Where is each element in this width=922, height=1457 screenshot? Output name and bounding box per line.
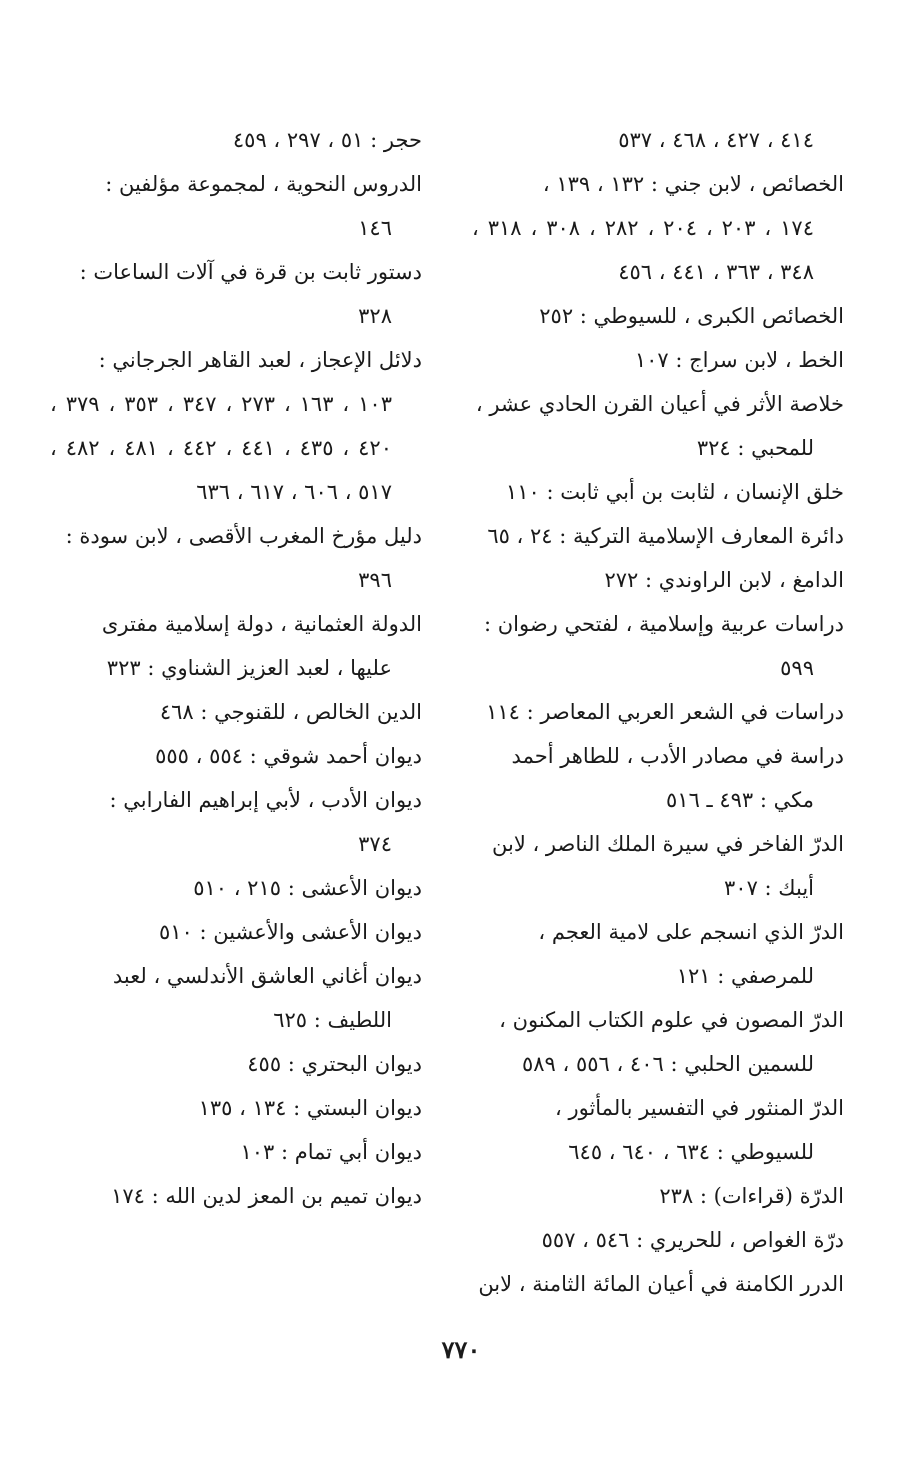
index-entry [50,118,422,162]
index-entry [50,954,422,1042]
index-entry-title: ديوان أبي تمام : ١٠٣ [240,1140,422,1164]
index-entry-pages: ٤١٤ ، ٤٢٧ ، ٤٦٨ ، ٥٣٧ [618,128,814,152]
index-entry-title: الدرّ المصون في علوم الكتاب المكنون ، [499,1008,844,1032]
index-entry [50,162,422,250]
index-entry-title: دراسة في مصادر الأدب ، للطاهر أحمد [511,744,844,768]
index-entry [50,910,422,954]
index-entry-pages: ٣٢٨ [358,304,392,328]
index-entry-pages: أيبك : ٣٠٧ [724,876,814,900]
index-entry [472,514,844,558]
index-entry [50,1086,422,1130]
index-entry [472,1218,844,1262]
index-entry-title: الخصائص ، لابن جني : ١٣٢ ، ١٣٩ ، [542,172,844,196]
index-entry [472,162,844,294]
index-entry-pages: اللطيف : ٦٢٥ [273,1008,392,1032]
index-entry-pages: ١٠٣ ، ١٦٣ ، ٢٧٣ ، ٣٤٧ ، ٣٥٣ ، ٣٧٩ ، ٤٢٠ ، ٤٣٥ ، ٤٤١ ، ٤٤٢ ، ٤٨١ ، ٤٨٢ ، ٥١٧ ، ٦٠٦ ، ٦١٧ ، ٦٣٦ [50,392,392,504]
index-entry-pages: ٣٩٦ [358,568,392,592]
index-entry-pages: للسيوطي : ٦٣٤ ، ٦٤٠ ، ٦٤٥ [568,1140,814,1164]
index-entry [472,338,844,382]
index-entry [472,1086,844,1174]
index-entry-title: الدروس النحوية ، لمجموعة مؤلفين : [105,172,422,196]
index-entry [50,866,422,910]
index-entry [472,1174,844,1218]
index-entry-title: الدرّ الفاخر في سيرة الملك الناصر ، لابن [491,832,844,856]
index-entry-pages: مكي : ٤٩٣ ـ ٥١٦ [666,788,814,812]
index-entry-title: دليل مؤرخ المغرب الأقصى ، لابن سودة : [65,524,422,548]
index-entry-title: ديوان أغاني العاشق الأندلسي ، لعبد [112,964,422,988]
index-entry [50,1042,422,1086]
index-entry [472,558,844,602]
index-entry-title: الدامغ ، لابن الراوندي : ٢٧٢ [604,568,844,592]
index-entry [50,602,422,690]
index-entry [472,910,844,998]
index-entry-title: دلائل الإعجاز ، لعبد القاهر الجرجاني : [98,348,422,372]
index-entry [472,602,844,690]
index-entry-title: ديوان البستي : ١٣٤ ، ١٣٥ [198,1096,422,1120]
index-entry-title: حجر : ٥١ ، ٢٩٧ ، ٤٥٩ [232,128,422,152]
index-entry [50,734,422,778]
index-entry-title: الدولة العثمانية ، دولة إسلامية مفترى [101,612,422,636]
index-entry-title: درّة الغواص ، للحريري : ٥٤٦ ، ٥٥٧ [541,1228,844,1252]
index-entry-title: خلاصة الأثر في أعيان القرن الحادي عشر ، [475,392,844,416]
index-entry-pages: ١٤٦ [358,216,392,240]
index-entry-title: ديوان تميم بن المعز لدين الله : ١٧٤ [111,1184,422,1208]
index-entry-title: ديوان أحمد شوقي : ٥٥٤ ، ٥٥٥ [155,744,422,768]
index-entry [472,1262,844,1306]
index-entry [472,118,844,162]
index-entry-title: ديوان الأعشى : ٢١٥ ، ٥١٠ [193,876,422,900]
index-entry-title: الخط ، لابن سراج : ١٠٧ [634,348,844,372]
index-entry-title: الدرّ الذي انسجم على لامية العجم ، [538,920,844,944]
index-entry-title: دستور ثابت بن قرة في آلات الساعات : [79,260,422,284]
index-entry-pages: للمرصفي : ١٢١ [676,964,814,988]
index-entry-title: الدرّ المنثور في التفسير بالمأثور ، [555,1096,844,1120]
index-entry [50,514,422,602]
index-entry [50,778,422,866]
index-entry-title: دراسات عربية وإسلامية ، لفتحي رضوان : [484,612,844,636]
index-entry-pages: ١٧٤ ، ٢٠٣ ، ٢٠٤ ، ٢٨٢ ، ٣٠٨ ، ٣١٨ ، ٣٤٨ ، ٣٦٣ ، ٤٤١ ، ٤٥٦ [472,216,814,284]
index-entry-pages: ٥٩٩ [780,656,814,680]
index-entry-title: خلق الإنسان ، لثابت بن أبي ثابت : ١١٠ [505,480,844,504]
index-entry-title: ديوان البحتري : ٤٥٥ [247,1052,422,1076]
index-entry-title: ديوان الأعشى والأعشين : ٥١٠ [158,920,422,944]
index-column-right [472,118,844,1306]
index-entry-title: الدين الخالص ، للقنوجي : ٤٦٨ [159,700,422,724]
index-entry [472,294,844,338]
page-number: ٧٧٠ [441,1335,481,1364]
index-entry [472,470,844,514]
index-entry-title: الدرّة (قراءات) : ٢٣٨ [659,1184,844,1208]
index-entry [50,1174,422,1218]
index-entry [472,998,844,1086]
index-column-left [50,118,422,1218]
index-entry [472,822,844,910]
index-entry-title: دائرة المعارف الإسلامية التركية : ٢٤ ، ٦٥ [487,524,844,548]
index-entry-title: الدرر الكامنة في أعيان المائة الثامنة ، لابن [478,1272,844,1296]
index-entry-title: ديوان الأدب ، لأبي إبراهيم الفارابي : [109,788,422,812]
index-entry [50,338,422,514]
index-entry [472,382,844,470]
index-entry-pages: عليها ، لعبد العزيز الشناوي : ٣٢٣ [106,656,392,680]
index-entry [472,734,844,822]
index-entry-pages: للسمين الحلبي : ٤٠٦ ، ٥٥٦ ، ٥٨٩ [521,1052,814,1076]
index-entry-pages: ٣٧٤ [358,832,392,856]
index-entry-title: دراسات في الشعر العربي المعاصر : ١١٤ [486,700,844,724]
index-entry-title: الخصائص الكبرى ، للسيوطي : ٢٥٢ [539,304,844,328]
index-entry [50,250,422,338]
index-entry [472,690,844,734]
index-entry [50,690,422,734]
index-entry-pages: للمحبي : ٣٢٤ [696,436,814,460]
index-entry [50,1130,422,1174]
